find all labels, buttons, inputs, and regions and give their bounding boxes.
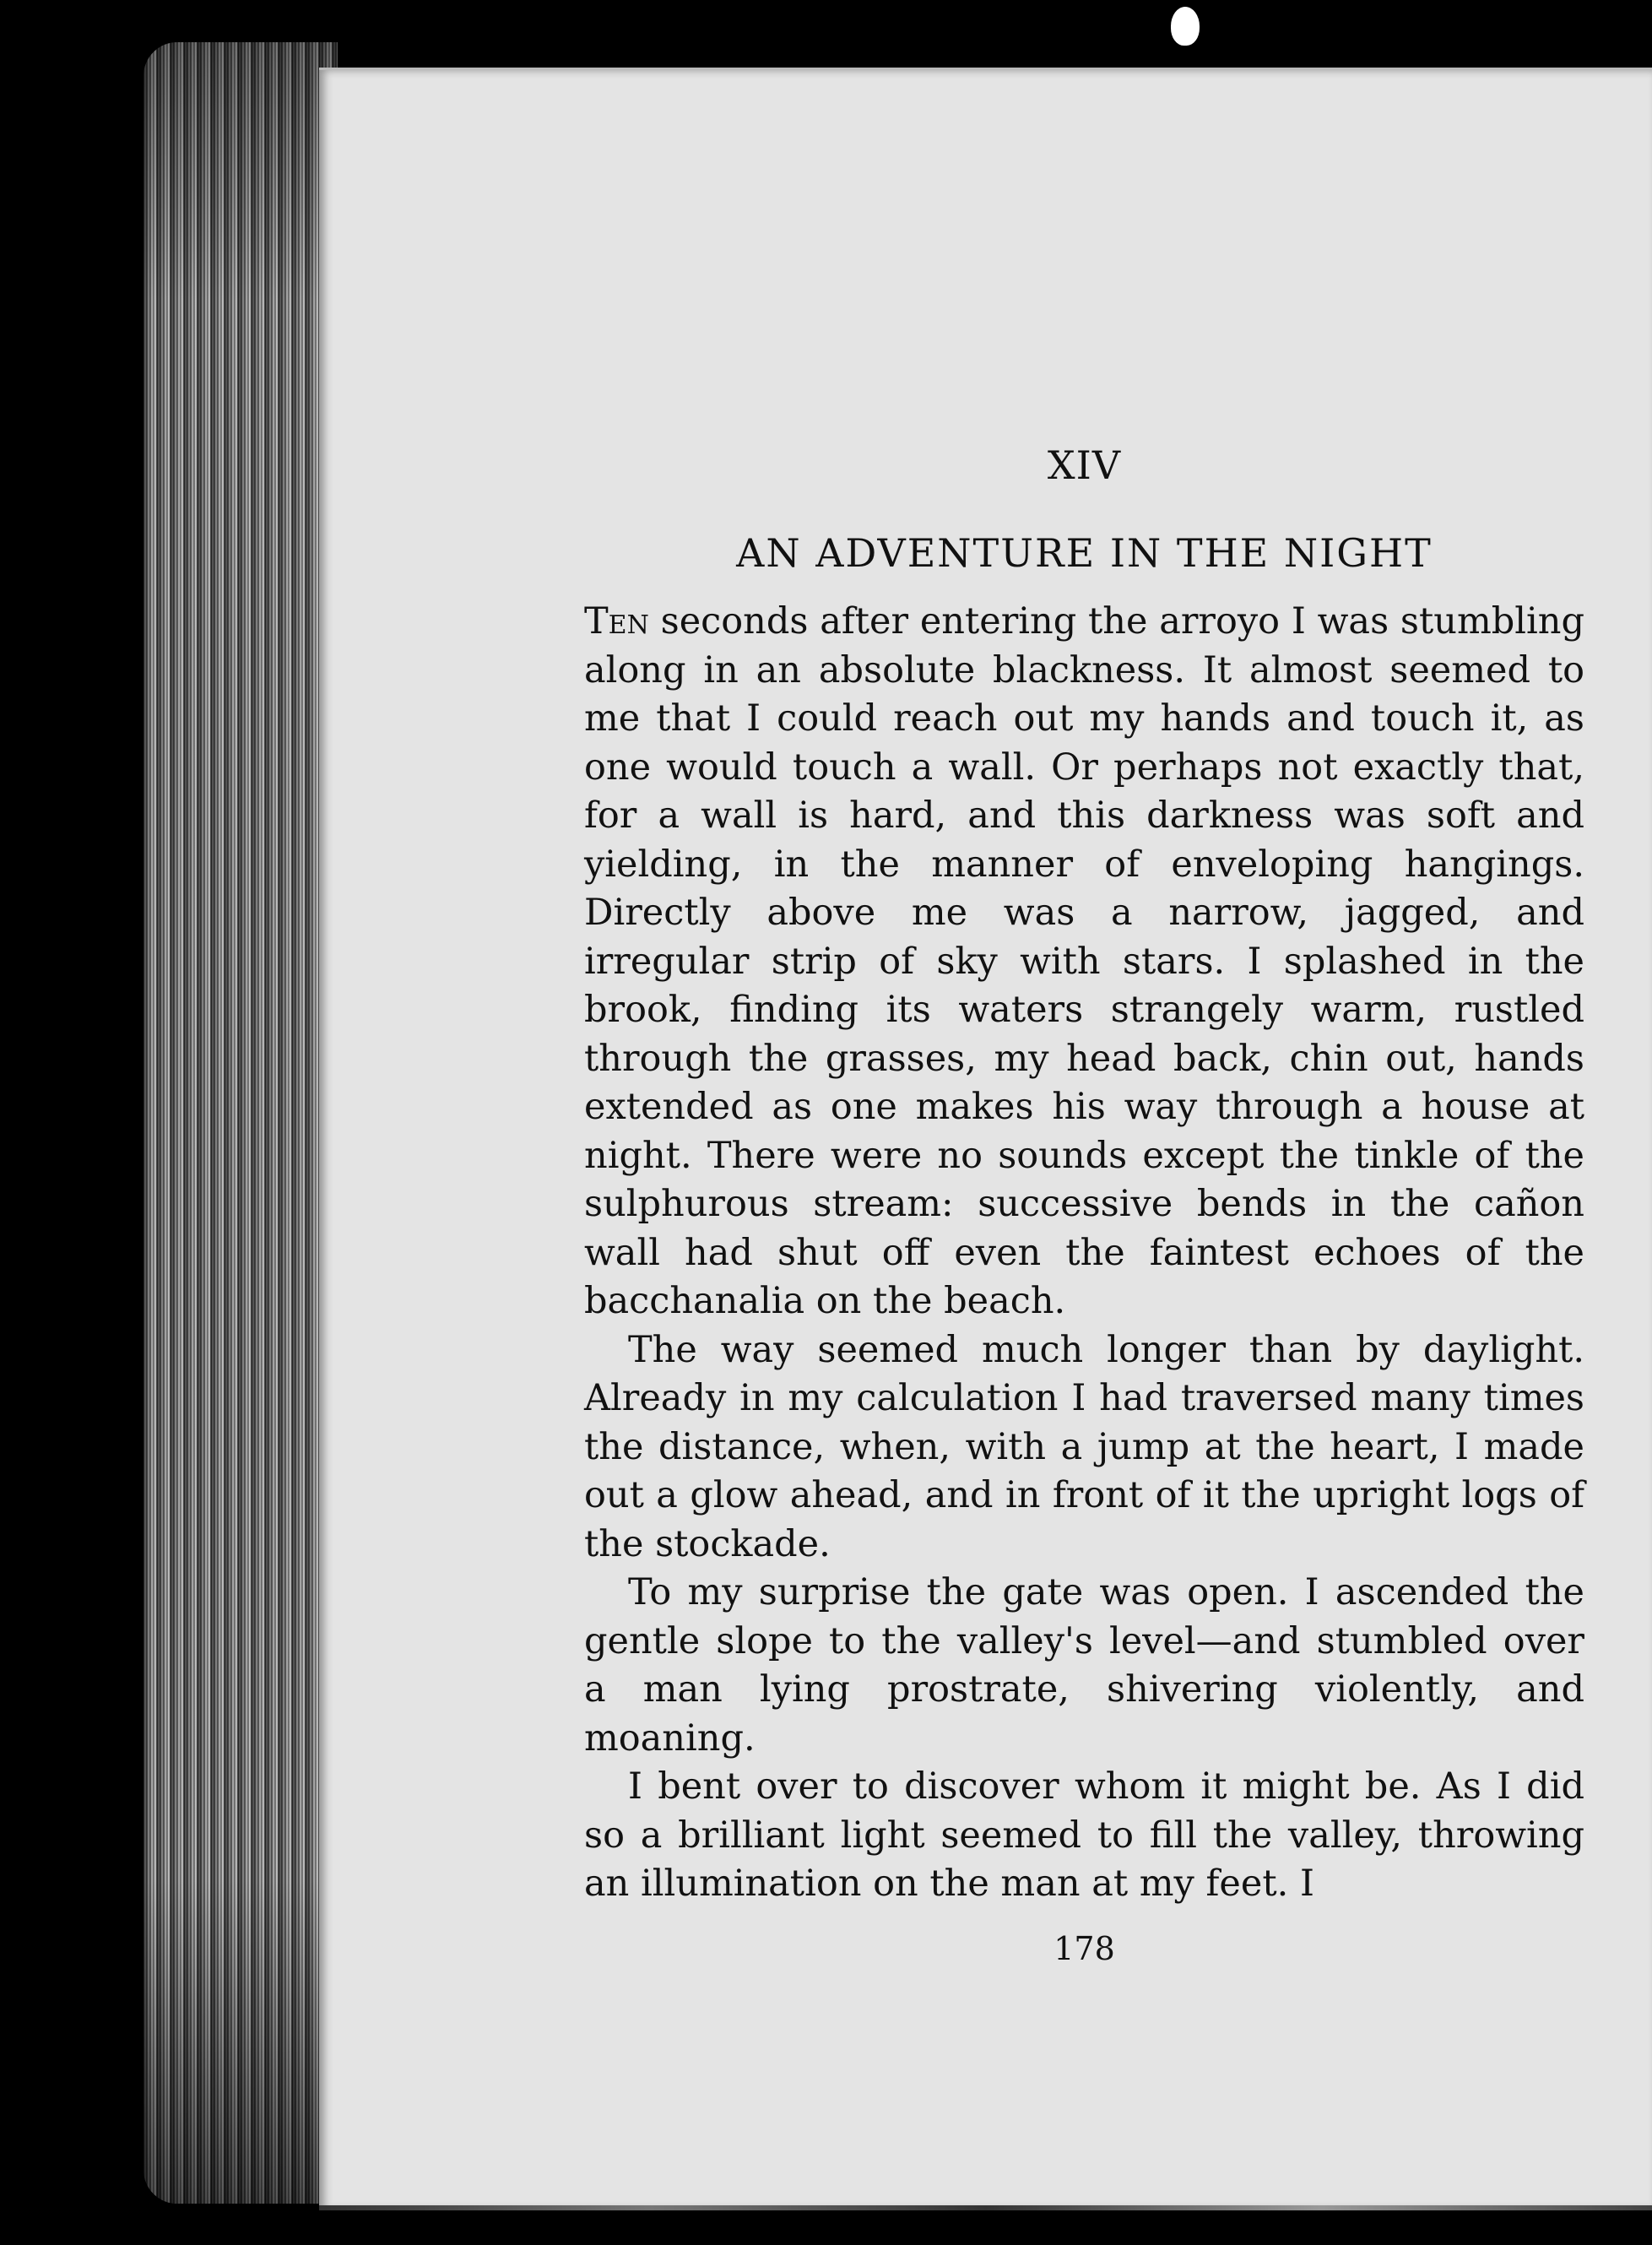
paragraph-3: To my surprise the gate was open. I ascended the gentle slope to the valley's level—and stumbled over a man lying prostrate, shivering violently, and moaning. [584, 1571, 1584, 1760]
page-text-block [584, 422, 1584, 1970]
chapter-number: XIV [1047, 442, 1122, 488]
paragraph-4: I bent over to discover whom it might be. As I did so a brilliant light seemed to fill the valley, throwing an illumination on the man at my feet. I [584, 1765, 1584, 1905]
paragraph-2: The way seemed much longer than by daylight. Already in my calculation I had traversed many times the distance, when, with a jump at the heart, I made out a glow ahead, and in front of it the upright logs of the stockade. [584, 1328, 1584, 1565]
chapter-title: AN ADVENTURE IN THE NIGHT [736, 530, 1433, 576]
paragraph-1 [584, 598, 1584, 1326]
paragraph-lead-word: Ten [584, 600, 649, 643]
scan-artifact-mark [1171, 7, 1200, 46]
paragraph-1-text: seconds after entering the arroyo I was stumbling along in an absolute blackness. It almost seemed to me that I could reach out my hands and touch it, as one would touch a wall. Or perhaps not exactly that, for a wall is hard, and this darkness was soft and yielding, in the manner of enveloping hangings. Directly above me was a narrow, jagged, and irregular strip of sky with stars. I splashed in the brook, finding its waters strangely warm, rustled through the grasses, my head back, chin out, hands extended as one makes his way through a house at night. There were no sounds except the tinkle of the sulphurous stream: successive bends in the cañon wall had shut off even the faintest echoes of the bacchanalia on the beach. [584, 600, 1584, 1322]
page-number: 178 [1053, 1929, 1115, 1967]
page-edges [144, 42, 338, 2204]
